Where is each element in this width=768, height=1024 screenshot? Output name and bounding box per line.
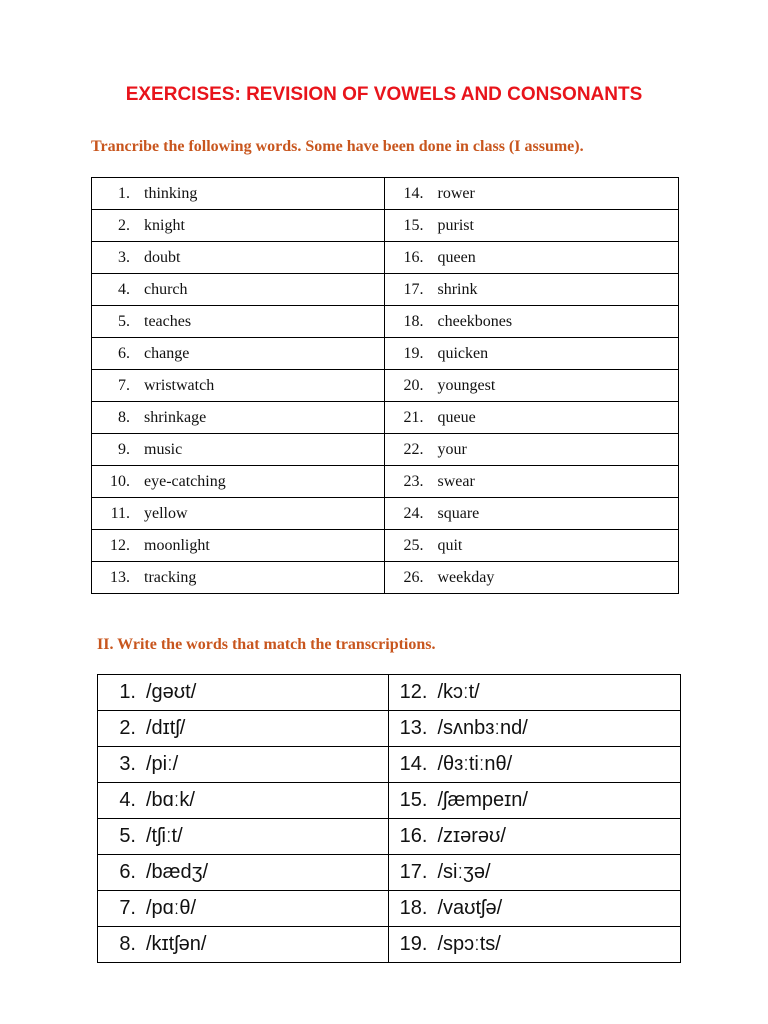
item-number: 11. (110, 504, 130, 522)
table-row (98, 855, 681, 891)
item-number: 19. (403, 344, 424, 362)
item-number: 14. (403, 184, 424, 202)
section1-instruction: Trancribe the following words. Some have been done in class (I assume). (91, 138, 584, 155)
item-number: 12. (399, 681, 428, 703)
item-text: /θɜːtiːnθ/ (437, 753, 513, 775)
table-cell (385, 402, 679, 434)
item-number: 7. (118, 376, 130, 394)
item-text: /pɑːθ/ (146, 897, 197, 919)
item-text: music (144, 440, 183, 458)
table-cell (389, 711, 681, 747)
item-text: /spɔːts/ (437, 933, 501, 955)
item-text: cheekbones (437, 312, 513, 330)
item-number: 14. (399, 753, 428, 775)
table-cell (389, 855, 681, 891)
item-text: teaches (144, 312, 192, 330)
table-cell (92, 274, 385, 306)
item-number: 23. (403, 472, 424, 490)
table-row (98, 711, 681, 747)
table-cell (92, 402, 385, 434)
table-cell (98, 891, 389, 927)
item-text: /tʃiːt/ (146, 825, 183, 847)
item-text: /zɪərəʊ/ (437, 825, 506, 847)
item-text: eye-catching (144, 472, 226, 490)
item-number: 3. (119, 753, 136, 775)
item-text: doubt (144, 248, 181, 266)
item-number: 6. (118, 344, 130, 362)
item-text: /piː/ (146, 753, 179, 775)
item-number: 10. (110, 472, 130, 490)
item-number: 25. (403, 536, 424, 554)
table-cell (385, 338, 679, 370)
table-cell (92, 338, 385, 370)
item-text: tracking (144, 568, 197, 586)
table-cell (389, 675, 681, 711)
item-number: 13. (399, 717, 428, 739)
item-text: swear (437, 472, 475, 490)
item-number: 18. (399, 897, 428, 919)
item-number: 13. (110, 568, 130, 586)
item-number: 2. (118, 216, 130, 234)
item-number: 8. (119, 933, 136, 955)
table-cell (385, 498, 679, 530)
table-row (92, 370, 679, 402)
item-text: church (144, 280, 188, 298)
table-cell (385, 274, 679, 306)
item-number: 1. (118, 184, 130, 202)
item-text: queue (437, 408, 476, 426)
item-text: shrinkage (144, 408, 207, 426)
table-row (92, 434, 679, 466)
table-cell (98, 675, 389, 711)
table-row (98, 819, 681, 855)
item-text: /dɪtʃ/ (146, 717, 186, 739)
item-text: /bɑːk/ (146, 789, 195, 811)
item-number: 9. (118, 440, 130, 458)
item-number: 6. (119, 861, 136, 883)
item-text: knight (144, 216, 185, 234)
table-cell (92, 306, 385, 338)
transcribe-words-table (91, 177, 679, 594)
table-cell (389, 747, 681, 783)
item-number: 26. (403, 568, 424, 586)
table-cell (92, 242, 385, 274)
table-cell (92, 210, 385, 242)
item-text: moonlight (144, 536, 210, 554)
table-cell (98, 855, 389, 891)
table-cell (92, 530, 385, 562)
table-cell (385, 530, 679, 562)
table-cell (385, 178, 679, 210)
item-number: 7. (119, 897, 136, 919)
item-number: 3. (118, 248, 130, 266)
item-number: 22. (403, 440, 424, 458)
item-number: 12. (110, 536, 130, 554)
table-row (92, 274, 679, 306)
table-cell (389, 819, 681, 855)
item-number: 5. (118, 312, 130, 330)
item-number: 1. (119, 681, 136, 703)
table-row (92, 402, 679, 434)
table-row (92, 466, 679, 498)
table-row (92, 242, 679, 274)
table-cell (98, 747, 389, 783)
item-text: /gəʊt/ (146, 681, 197, 703)
item-number: 15. (403, 216, 424, 234)
item-text: purist (437, 216, 474, 234)
item-number: 2. (119, 717, 136, 739)
item-text: /kɪtʃən/ (146, 933, 207, 955)
item-text: /kɔːt/ (437, 681, 480, 703)
table-cell (98, 819, 389, 855)
item-number: 21. (403, 408, 424, 426)
item-text: thinking (144, 184, 198, 202)
table-cell (385, 210, 679, 242)
table-row (98, 675, 681, 711)
table-row (92, 210, 679, 242)
table-cell (98, 927, 389, 963)
transcription-words-table (97, 674, 681, 963)
page-title: EXERCISES: REVISION OF VOWELS AND CONSONANTS (125, 84, 643, 105)
item-text: wristwatch (144, 376, 215, 394)
table-cell (385, 466, 679, 498)
table-cell (98, 783, 389, 819)
item-text: shrink (437, 280, 478, 298)
table-row (92, 338, 679, 370)
table-row (98, 747, 681, 783)
table-cell (92, 370, 385, 402)
table-cell (389, 783, 681, 819)
item-text: quit (437, 536, 463, 554)
table-cell (92, 562, 385, 594)
item-number: 15. (399, 789, 428, 811)
item-text: yellow (144, 504, 188, 522)
item-text: change (144, 344, 190, 362)
table-cell (385, 370, 679, 402)
table-row (92, 562, 679, 594)
item-number: 17. (399, 861, 428, 883)
item-text: rower (437, 184, 475, 202)
table-row (92, 498, 679, 530)
table-cell (389, 891, 681, 927)
table-cell (92, 498, 385, 530)
table-row (98, 927, 681, 963)
item-number: 17. (403, 280, 424, 298)
item-number: 20. (403, 376, 424, 394)
item-number: 4. (118, 280, 130, 298)
table-cell (389, 927, 681, 963)
item-text: queen (437, 248, 476, 266)
table-cell (385, 242, 679, 274)
item-number: 5. (119, 825, 136, 847)
item-number: 18. (403, 312, 424, 330)
table-cell (385, 434, 679, 466)
item-text: /ʃæmpeɪn/ (437, 789, 528, 811)
item-text: /bædʒ/ (146, 861, 209, 883)
item-text: /sʌnbɜːnd/ (437, 717, 528, 739)
item-text: square (437, 504, 480, 522)
table-cell (385, 562, 679, 594)
item-number: 19. (399, 933, 428, 955)
table-cell (92, 434, 385, 466)
table-row (92, 306, 679, 338)
table-cell (98, 711, 389, 747)
item-number: 8. (118, 408, 130, 426)
table-row (92, 530, 679, 562)
table-row (98, 783, 681, 819)
item-text: /siːʒə/ (437, 861, 491, 883)
item-number: 16. (403, 248, 424, 266)
item-number: 16. (399, 825, 428, 847)
table-row (98, 891, 681, 927)
section2-instruction: II. Write the words that match the transcriptions. (97, 636, 436, 653)
item-text: your (437, 440, 467, 458)
table-cell (92, 178, 385, 210)
table-row (92, 178, 679, 210)
table-cell (385, 306, 679, 338)
item-text: youngest (437, 376, 496, 394)
item-text: quicken (437, 344, 489, 362)
item-number: 24. (403, 504, 424, 522)
item-text: weekday (437, 568, 495, 586)
item-number: 4. (119, 789, 136, 811)
table-cell (92, 466, 385, 498)
item-text: /vaʊtʃə/ (437, 897, 503, 919)
